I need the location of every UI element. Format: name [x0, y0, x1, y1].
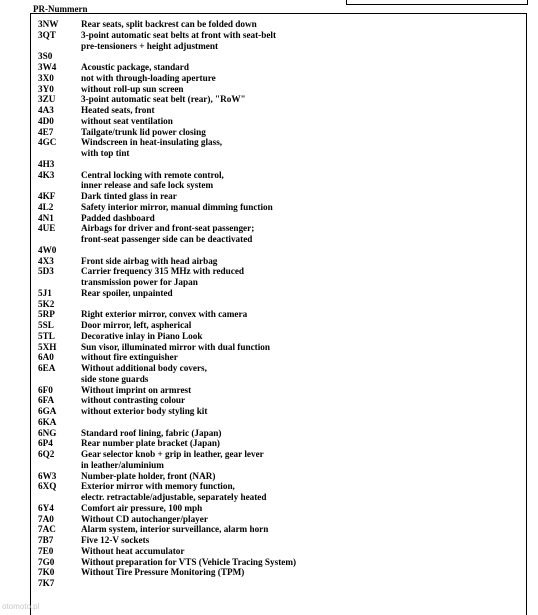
pr-code: 4D0	[38, 115, 54, 126]
table-row	[38, 578, 522, 589]
table-row	[38, 288, 522, 299]
pr-description	[81, 406, 522, 417]
pr-code: 6P4	[38, 438, 53, 449]
table-row	[38, 385, 522, 396]
pr-description	[81, 342, 522, 353]
pr-code: 7B7	[38, 535, 54, 545]
pr-description	[81, 191, 522, 202]
pr-description	[81, 127, 522, 138]
pr-code: 6FA	[38, 395, 55, 406]
pr-code: 3X0	[38, 72, 54, 83]
page-header: PR-Nummern	[33, 4, 88, 14]
pr-code: 4A3	[38, 105, 54, 115]
pr-description	[81, 546, 522, 557]
table-row	[38, 223, 522, 245]
table-row	[38, 352, 522, 363]
pr-code: 4W0	[38, 244, 57, 255]
pr-description	[81, 159, 522, 170]
description-line: Central locking with remote control,	[81, 169, 224, 180]
pr-code: 5TL	[38, 330, 55, 341]
pr-code: 6A0	[38, 352, 54, 363]
pr-code: 6KA	[38, 416, 57, 427]
table-row	[38, 406, 522, 417]
pr-description	[81, 535, 522, 546]
table-row	[38, 84, 522, 95]
table-row	[38, 19, 522, 30]
header-box	[346, 0, 528, 5]
description-line: Alarm system, interior surveillance, alarm horn	[81, 524, 269, 535]
pr-code: 7AC	[38, 524, 56, 535]
pr-description	[81, 417, 522, 428]
table-row	[38, 191, 522, 202]
watermark: otomoto.pl	[2, 602, 40, 611]
table-row	[38, 503, 522, 514]
table-row	[38, 471, 522, 482]
pr-description	[81, 449, 522, 471]
pr-description	[81, 309, 522, 320]
description-line: 3-point automatic seat belts at front with seat-belt	[81, 29, 277, 40]
table-row	[38, 30, 522, 52]
pr-description	[81, 62, 522, 73]
pr-code: 5K2	[38, 298, 55, 309]
description-line: Without Tire Pressure Monitoring (TPM)	[81, 567, 245, 578]
description-line: pre-tensioners + height adjustment	[81, 40, 219, 51]
table-row	[38, 105, 522, 116]
description-line: Padded dashboard	[81, 212, 155, 223]
pr-description	[81, 299, 522, 310]
table-row	[38, 342, 522, 353]
description-line: Acoustic package, standard	[81, 62, 189, 72]
description-line: not with through-loading aperture	[81, 72, 216, 83]
pr-code: 4X3	[38, 255, 54, 266]
description-line: without contrasting colour	[81, 395, 186, 406]
pr-code: 4L2	[38, 201, 54, 212]
description-line: front-seat passenger side can be deactivated	[81, 234, 253, 244]
description-line: 3-point automatic seat belt (rear), "RoW"	[81, 94, 246, 105]
description-line: Without heat accumulator	[81, 545, 185, 556]
pr-code: 4KF	[38, 191, 56, 201]
pr-code: 3QT	[38, 29, 56, 40]
pr-description	[81, 19, 522, 30]
pr-code: 6EA	[38, 363, 56, 373]
pr-description	[81, 567, 522, 578]
table-row	[38, 535, 522, 546]
pr-description	[81, 481, 522, 503]
description-line: Door mirror, left, aspherical	[81, 320, 192, 330]
description-line: Rear spoiler, unpainted	[81, 287, 173, 298]
table-row	[38, 266, 522, 288]
description-line: Decorative inlay in Piano Look	[81, 330, 203, 341]
table-row	[38, 320, 522, 331]
table-row	[38, 94, 522, 105]
pr-description	[81, 137, 522, 159]
description-line: Rear number plate bracket (Japan)	[81, 438, 220, 449]
pr-description	[81, 30, 522, 52]
pr-description	[81, 578, 522, 589]
pr-code: 3W4	[38, 62, 57, 72]
pr-description	[81, 395, 522, 406]
table-row	[38, 567, 522, 578]
pr-code: 7G0	[38, 556, 55, 567]
pr-description	[81, 363, 522, 385]
table-row	[38, 449, 522, 471]
description-line: in leather/aluminium	[81, 459, 164, 470]
pr-code: 6F0	[38, 384, 53, 395]
description-line: without seat ventilation	[81, 115, 173, 126]
pr-code: 7A0	[38, 513, 54, 524]
description-line: electr. retractable/adjustable, separately heated	[81, 492, 267, 502]
pr-number-table	[30, 13, 527, 615]
pr-code: 4N1	[38, 212, 54, 223]
description-line: Five 12-V sockets	[81, 535, 150, 545]
pr-description	[81, 84, 522, 95]
description-line: Carrier frequency 315 MHz with reduced	[81, 266, 245, 277]
pr-code: 5XH	[38, 341, 57, 352]
pr-code: 6NG	[38, 427, 57, 438]
pr-code: 6Q2	[38, 449, 55, 459]
pr-code: 5SL	[38, 320, 54, 330]
description-line: Sun visor, illuminated mirror with dual function	[81, 341, 270, 352]
table-row	[38, 245, 522, 256]
table-row	[38, 170, 522, 192]
table-row	[38, 363, 522, 385]
description-line: Without additional body covers,	[81, 363, 207, 373]
description-line: Right exterior mirror, convex with camera	[81, 309, 248, 320]
table-row	[38, 481, 522, 503]
table-row	[38, 116, 522, 127]
table-row	[38, 417, 522, 428]
description-line: without roll-up sun screen	[81, 83, 184, 94]
pr-description	[81, 213, 522, 224]
pr-description	[81, 94, 522, 105]
pr-description	[81, 116, 522, 127]
pr-code: 4GC	[38, 137, 57, 148]
pr-description	[81, 385, 522, 396]
pr-description	[81, 503, 522, 514]
description-line: Gear selector knob + grip in leather, gear lever	[81, 449, 264, 459]
pr-description	[81, 245, 522, 256]
description-line: without exterior body styling kit	[81, 406, 208, 416]
table-row	[38, 331, 522, 342]
table-row	[38, 299, 522, 310]
pr-description	[81, 557, 522, 568]
pr-description	[81, 51, 522, 62]
description-line: inner release and safe lock system	[81, 180, 214, 191]
table-row	[38, 213, 522, 224]
pr-description	[81, 288, 522, 299]
pr-code: 6GA	[38, 406, 57, 416]
description-line: Comfort air pressure, 100 mph	[81, 502, 203, 513]
pr-code: 7E0	[38, 545, 54, 556]
pr-code: 3NW	[38, 19, 59, 29]
description-line: Dark tinted glass in rear	[81, 191, 177, 201]
description-line: side stone guards	[81, 373, 149, 384]
table-row	[38, 137, 522, 159]
description-line: Heated seats, front	[81, 105, 155, 115]
pr-code: 5D3	[38, 266, 54, 277]
description-line: without fire extinguisher	[81, 352, 178, 363]
description-line: Airbags for driver and front-seat passenger;	[81, 223, 255, 234]
table-row	[38, 438, 522, 449]
table-row	[38, 546, 522, 557]
description-line: transmission power for Japan	[81, 277, 198, 287]
pr-description	[81, 223, 522, 245]
description-line: Rear seats, split backrest can be folded down	[81, 19, 257, 29]
description-line: Windscreen in heat-insulating glass,	[81, 137, 223, 148]
description-line: Front side airbag with head airbag	[81, 255, 218, 266]
table-row	[38, 256, 522, 267]
pr-description	[81, 514, 522, 525]
table-row	[38, 557, 522, 568]
table-row	[38, 62, 522, 73]
pr-description	[81, 256, 522, 267]
table-row	[38, 514, 522, 525]
table-row	[38, 73, 522, 84]
pr-code: 3S0	[38, 51, 53, 62]
pr-code: 4E7	[38, 126, 54, 137]
pr-code: 3ZU	[38, 94, 56, 105]
pr-description	[81, 320, 522, 331]
description-line: Without CD autochanger/player	[81, 513, 208, 524]
table-row	[38, 395, 522, 406]
pr-code: 3Y0	[38, 83, 54, 94]
pr-code: 4H3	[38, 158, 55, 169]
pr-description	[81, 331, 522, 342]
description-line: Exterior mirror with memory function,	[81, 481, 235, 492]
description-line: Number-plate holder, front (NAR)	[81, 470, 216, 481]
table-row	[38, 202, 522, 213]
pr-code: 5RP	[38, 309, 55, 320]
description-line: Safety interior mirror, manual dimming function	[81, 201, 273, 212]
table-row	[38, 428, 522, 439]
pr-description	[81, 428, 522, 439]
pr-number-list	[38, 19, 522, 589]
pr-code: 4K3	[38, 169, 55, 180]
pr-code: 6Y4	[38, 502, 54, 513]
pr-code: 6XQ	[38, 481, 57, 492]
pr-description	[81, 352, 522, 363]
table-row	[38, 309, 522, 320]
pr-description	[81, 266, 522, 288]
pr-description	[81, 73, 522, 84]
pr-description	[81, 202, 522, 213]
description-line: Without imprint on armrest	[81, 384, 192, 395]
table-row	[38, 127, 522, 138]
pr-description	[81, 105, 522, 116]
table-row	[38, 524, 522, 535]
pr-code: 4UE	[38, 223, 56, 234]
pr-code: 5J1	[38, 287, 52, 298]
table-row	[38, 51, 522, 62]
pr-code: 7K0	[38, 567, 55, 578]
description-line: with top tint	[81, 148, 130, 158]
pr-description	[81, 438, 522, 449]
pr-description	[81, 170, 522, 192]
table-row	[38, 159, 522, 170]
description-line: Tailgate/trunk lid power closing	[81, 126, 206, 137]
pr-description	[81, 471, 522, 482]
pr-code: 7K7	[38, 578, 55, 588]
pr-code: 6W3	[38, 470, 57, 481]
pr-description	[81, 524, 522, 535]
description-line: Without preparation for VTS (Vehicle Tracing System)	[81, 556, 297, 567]
description-line: Standard roof lining, fabric (Japan)	[81, 427, 222, 438]
